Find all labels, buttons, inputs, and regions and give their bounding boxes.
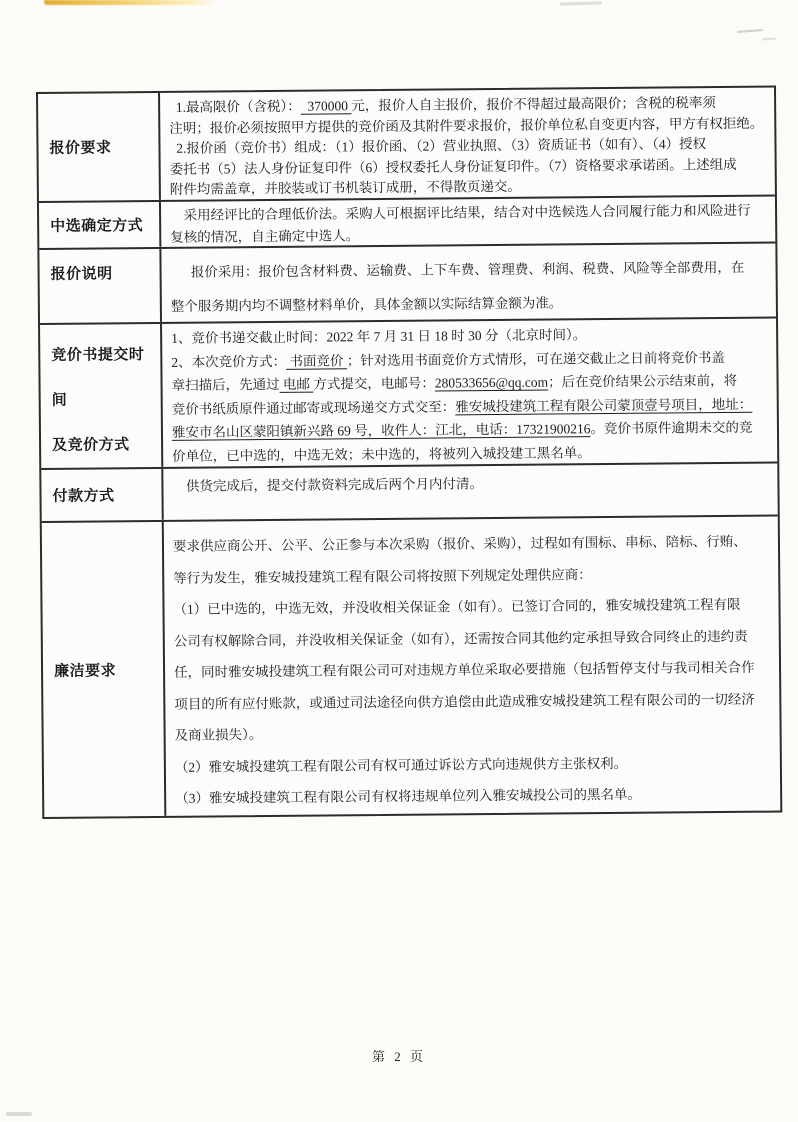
text-line: 等行为发生，雅安城投建筑工程有限公司将按照下列规定处理供应商： <box>173 566 592 586</box>
text-line: 竞价书纸质原件通过邮寄或现场递交方式交至：雅安城投建筑工程有限公司蒙顶壹号项目，地址： <box>171 396 753 417</box>
text-line: （2）雅安城投建筑工程有限公司有权可通过诉讼方式向违规供方主张权利。 <box>174 755 628 775</box>
table-row <box>39 197 775 250</box>
row-label-line: 竞价书提交时间 <box>51 346 145 409</box>
row-content <box>161 197 775 247</box>
row-label <box>42 522 167 817</box>
row-label-line: 付款方式 <box>52 487 115 505</box>
row-content <box>160 88 775 200</box>
text-line: 要求供应商公开、公平、公正参与本次采购（报价、采购），过程如有围标、串标、陪标、行贿、 <box>172 533 747 554</box>
row-label-line: 中选确定方式 <box>50 217 144 235</box>
text-line: 项目的所有应付账款，或通过司法途径向供方追偿由此造成雅安城投建筑工程有限公司的一切经济 <box>174 691 755 712</box>
row-label <box>38 93 161 201</box>
text-line: 及商业损失）。 <box>174 727 263 743</box>
text-line: 报价采用：报价包含材料费、运输费、上下车费、管理费、利润、税费、风险等全部费用，在 <box>170 259 745 280</box>
text-line: 章扫描后，先通过 电邮 方式提交，电邮号：280533656@qq.com；后在竞价结果公示结束前，将 <box>171 372 738 393</box>
text-line: 任，同时雅安城投建筑工程有限公司可对违规方单位采取必要措施（包括暂停支付与我司相关合作 <box>174 659 755 680</box>
table-row <box>41 464 777 523</box>
row-label <box>41 469 163 521</box>
text-line: 公司有权解除合同，并没收相关保证金（如有），还需按合同其他约定承担导致合同终止的违约责 <box>173 628 748 649</box>
row-label-line: 及竞价方式 <box>52 436 130 454</box>
table-row <box>38 88 775 203</box>
row-label-line: 廉洁要求 <box>53 661 117 680</box>
text-line: 1.最高限价（含税）： 370000 元，报价人自主报价，报价不得超过最高限价；含税的税率须 <box>169 95 716 115</box>
text-line: 2.报价函（竞价书）组成：（1）报价函、（2）营业执照、（3）资质证书（如有）、（4）授权 <box>169 136 707 156</box>
text-line: 供货完成后，提交付款资料完成后两个月内付清。 <box>172 476 483 494</box>
row-label-line: 报价说明 <box>50 265 113 283</box>
row-label <box>39 249 162 323</box>
text-line: 2、本次竞价方式： 书面竞价 ；针对选用书面竞价方式情形，可在递交截止之日前将竞价书盖 <box>171 349 725 370</box>
text-line: 整个服务期内均不调整材料单价，具体金额以实际结算金额为准。 <box>170 295 563 314</box>
scan-smudge <box>560 1 602 5</box>
row-label <box>39 202 161 248</box>
text-line: 雅安市名山区蒙阳镇新兴路 69 号，收件人：江北，电话：17321900216。竞价书原件逾期未交的竞 <box>171 419 753 440</box>
table-row <box>42 517 781 817</box>
text-line: 附件均需盖章，并胶装或订书机装订成册，不得散页递交。 <box>169 178 521 197</box>
row-content <box>163 464 777 520</box>
row-content <box>162 319 777 467</box>
scan-smudge <box>6 1112 32 1116</box>
text-line: 复核的情况，自主确定中选人。 <box>170 227 360 245</box>
text-line: 采用经评比的合理低价法。采购人可根据评比结果，结合对中选候选人合同履行能力和风险进行 <box>170 202 751 223</box>
scan-smudge <box>737 29 763 33</box>
scan-top-yellow-streak <box>44 0 216 5</box>
text-line: 注明；报价必须按照甲方提供的竞价函及其附件要求报价，报价单位私自变更内容，甲方有权拒绝。 <box>169 115 764 136</box>
table-row <box>40 319 777 470</box>
row-label-line: 报价要求 <box>49 139 112 157</box>
text-line: 1、竞价书递交截止时间：2022 年 7 月 31 日 18 时 30 分（北京时间）。 <box>171 327 587 346</box>
row-content <box>161 244 776 322</box>
row-content <box>164 517 781 816</box>
page-number: 第 2 页 <box>371 1049 426 1064</box>
row-label <box>40 324 163 468</box>
text-line: 委托书（5）法人身份证复印件（6）授权委托人身份证复印件。（7）资格要求承诺函。上述组成 <box>169 156 737 177</box>
text-line: （1）已中选的，中选无效，并没收相关保证金（如有）。已签订合同的，雅安城投建筑工程有限 <box>173 596 741 617</box>
procurement-requirements-table <box>36 86 782 819</box>
scan-smudge <box>762 38 776 41</box>
table-row <box>39 244 776 325</box>
text-line: （3）雅安城投建筑工程有限公司有权将违规单位列入雅安城投公司的黑名单。 <box>175 786 641 806</box>
text-line: 价单位，已中选的，中选无效；未中选的，将被列入城投建工黑名单。 <box>172 444 591 464</box>
